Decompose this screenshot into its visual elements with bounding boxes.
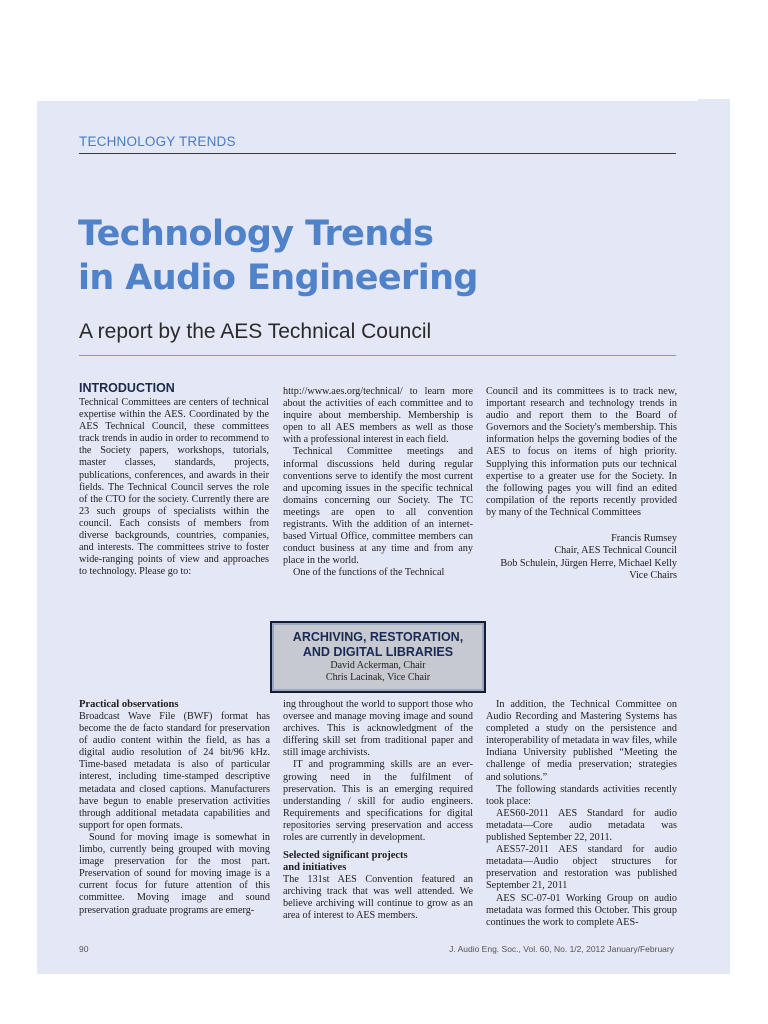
projects-heading-line-1: Selected significant projects: [283, 850, 408, 862]
body-paragraph: Broadcast Wave File (BWF) format has become the de facto standard for preservation of audio content within the field, as has a digital audio resolution of 24 bit/96 kHz. Time-based metadata is also of particular interest, including time-stamped descriptive metadata and closed captions. Manufacturers have begun to enable preservation activities through additional metadata capabilities and support for open formats.: [79, 711, 270, 831]
section-tag: TECHNOLOGY TRENDS: [79, 134, 236, 149]
journal-citation: J. Audio Eng. Soc., Vol. 60, No. 1/2, 2012 January/February: [449, 944, 674, 954]
intro-heading: INTRODUCTION: [79, 381, 175, 395]
header-rule: [79, 153, 676, 154]
signature-name: Francis Rumsey: [611, 533, 677, 545]
body-paragraph: The 131st AES Convention featured an archiving track that was well attended. We believe archiving will continue to grow as an area of interest to AES members.: [283, 874, 473, 922]
signature-names: Bob Schulein, Jürgen Herre, Michael Kelly: [500, 557, 677, 569]
intro-paragraph: http://www.aes.org/technical/ to learn more about the activities of each committee and to inquire about membership. Membership is open to all AES members as well as those with a professional interest in each field.: [283, 386, 473, 446]
intro-paragraph: Technical Committee meetings and informal discussions held during regular conventions serve to identify the most current and upcoming issues in the specific technical domains concerning our Society. The TC meetings are open to all convention registrants. With the addition of an internet-based Virtual Office, committee members can conduct business at any time and from any place in the world.: [283, 446, 473, 567]
intro-paragraph: Council and its committees is to track new, important research and technology trends in audio and report them to the Board of Governors and the Society's membership. This information helps the governing bodies of the AES to focus on items of high priority. Supplying this information puts our technical expertise to a greater use for the Society. In the following pages you will find an edited compilation of the reports recently provided by many of the Technical Committees: [486, 386, 677, 518]
body-paragraph: AES SC-07-01 Working Group on audio metadata was formed this October. This group continues the work to complete AES-: [486, 892, 677, 928]
body-paragraph: AES57-2011 AES standard for audio metadata—Audio object structures for preservation and restoration was published September 21, 2011: [486, 844, 677, 892]
committee-chair: David Ackerman, Chair: [330, 660, 426, 671]
archiving-column-2: [283, 699, 473, 923]
projects-heading: [283, 850, 473, 874]
practical-observations-heading: Practical observations: [79, 699, 179, 710]
article-subtitle: A report by the AES Technical Council: [79, 320, 432, 343]
subtitle-rule: [79, 355, 676, 356]
body-paragraph: IT and programming skills are an ever-growing need in the fulfilment of preservation. This is an emerging required understanding / skill for audio engineers. Requirements and specifications for digital repositories serving preservation and access roles are currently in development.: [283, 759, 473, 844]
committee-vice-chair: Chris Lacinak, Vice Chair: [325, 672, 431, 683]
journal-page: [37, 101, 730, 974]
archiving-column-3: [486, 699, 677, 929]
intro-paragraph: Technical Committees are centers of technical expertise within the AES. Coordinated by the AES Technical Council, these committees track trends in audio in order to recommend to the Society papers, workshops, tutorials, master classes, standards, projects, publications, conferences, and awards in their fields. The Technical Council serves the role of the CTO for the society. Currently there are 23 such groups of specialists within the council. Each consists of members from diverse backgrounds, countries, companies, and interests. The committees strive to foster wide-ranging points of view and approaches to technology. Please go to:: [79, 397, 269, 578]
committee-title: [272, 630, 484, 660]
committee-title-line-2: AND DIGITAL LIBRARIES: [302, 645, 454, 659]
intro-column-3: [486, 386, 677, 582]
intro-column-1: [79, 381, 269, 578]
committee-title-line-1: ARCHIVING, RESTORATION,: [292, 630, 464, 644]
intro-paragraph: One of the functions of the Technical: [293, 567, 445, 579]
intro-column-2: [283, 386, 473, 580]
title-line-2: in Audio Engineering: [78, 258, 478, 298]
body-paragraph: ing throughout the world to support those who oversee and manage moving image and sound archives. This is acknowledgment of the differing skill set from traditional paper and still image archivists.: [283, 699, 473, 759]
page-number: 90: [79, 944, 89, 954]
title-line-1: Technology Trends: [78, 214, 434, 254]
body-paragraph: The following standards activities recently took place:: [486, 783, 677, 807]
body-paragraph: AES60-2011 AES Standard for audio metadata—Core audio metadata was published September 22, 2011.: [486, 807, 677, 844]
projects-heading-line-2: and initiatives: [283, 862, 347, 874]
archiving-column-1: [79, 699, 270, 917]
signature-role: Chair, AES Technical Council: [554, 545, 677, 557]
body-paragraph: Sound for moving image is somewhat in limbo, currently being grouped with moving image preservation for the most part. Preservation of sound for moving image is a current focus for future attention of this committee. Moving image and sound preservation graduate programs are emerg-: [79, 831, 270, 916]
signature-role: Vice Chairs: [629, 569, 677, 581]
committee-title-box: [270, 621, 486, 693]
body-paragraph: In addition, the Technical Committee on Audio Recording and Mastering Systems has completed a study on the persistence and interoperability of metadata in wav files, while Indiana University published “Meeting the challenge of media preservation; strategies and solutions.”: [486, 699, 677, 783]
signature-block: [486, 533, 677, 582]
article-title: [78, 212, 478, 300]
